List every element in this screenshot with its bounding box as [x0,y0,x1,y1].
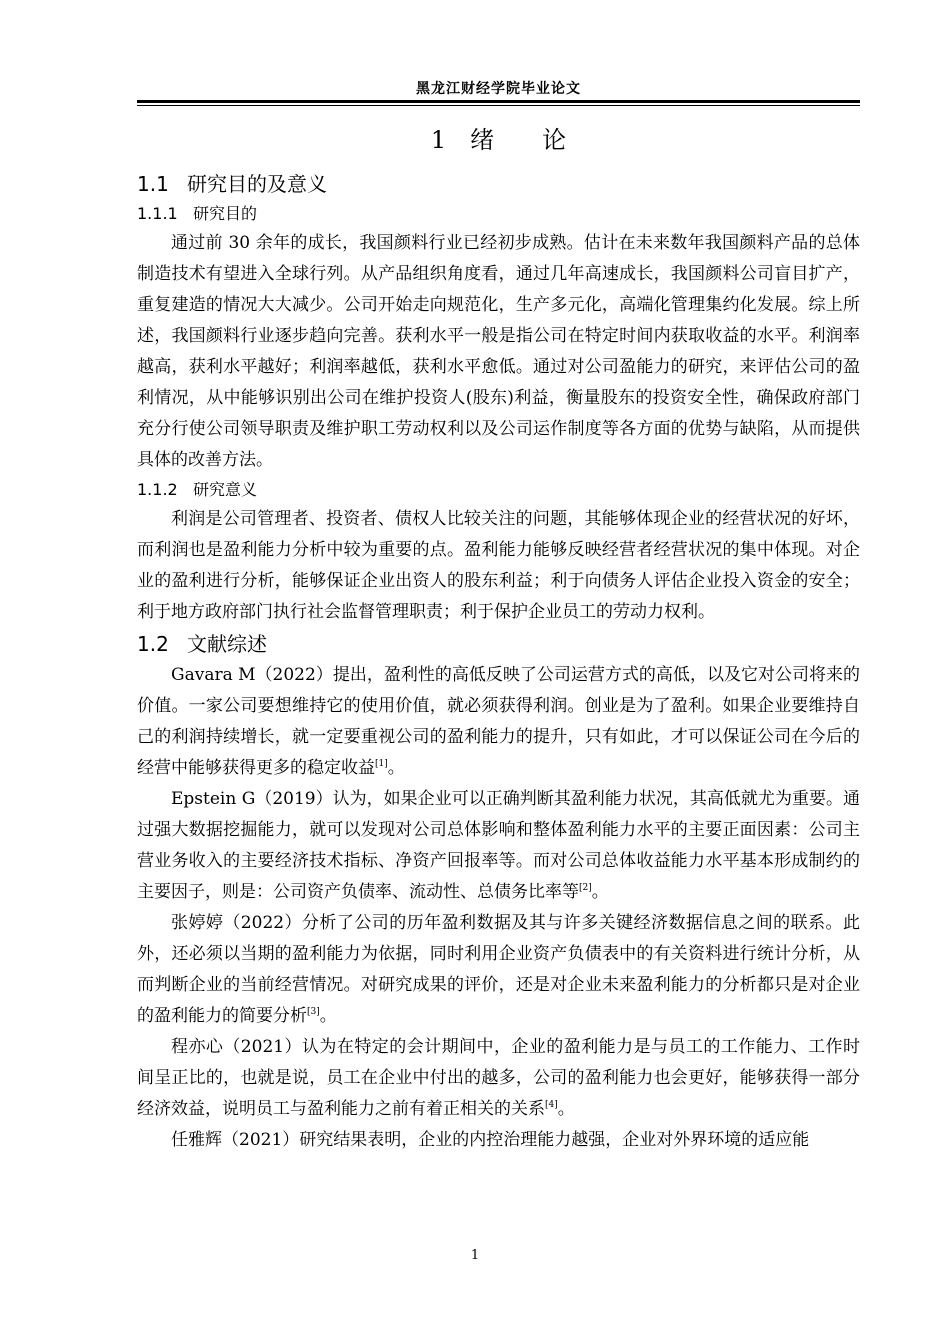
paragraph-literature-1 [137,660,860,784]
paragraph-research-significance: 利润是公司管理者、投资者、债权人比较关注的问题，其能够体现企业的经营状况的好坏，而利润也是盈利能力分析中较为重要的点。盈利能力能够反映经营者经营状况的集中体现。对企业的盈利进行分析，能够保证企业出资人的股东利益；利于向债务人评估企业投入资金的安全；利于地方政府部门执行社会监督管理职责；利于保护企业员工的劳动力权利。 [137,509,860,622]
chapter-number: 1 [430,126,447,154]
section-number: 1.1 [137,172,169,196]
chapter-title [137,120,860,160]
citation-marker: [3] [307,1007,320,1017]
subsection-title: 研究意义 [193,480,258,499]
paragraph-literature-2 [137,784,860,908]
paragraph-end: 。 [387,758,405,778]
citation-marker: [4] [545,1100,558,1110]
header-rule-thick [137,100,860,103]
subsection-number: 1.1.1 [137,204,178,223]
paragraph-end: 。 [557,1099,575,1119]
chapter-title-char-1: 绪 [470,126,495,154]
paragraph-text: 张婷婷（2022）分析了公司的历年盈利数据及其与许多关键经济数据信息之间的联系。此外，还必须以当期的盈利能力为依据，同时利用企业资产负债表中的有关资料进行统计分析，从而判断企业的当前经营情况。对研究成果的评价，还是对企业未来盈利能力的分析都只是对企业的盈利能力的简要分析 [137,913,860,1026]
page-content [137,120,860,1156]
section-heading-1-1 [137,168,860,200]
subsection-heading-1-1-2 [137,476,860,504]
chapter-title-char-2: 论 [542,126,567,154]
page-number: 1 [470,1248,480,1263]
section-title: 研究目的及意义 [187,172,327,196]
paragraph-research-purpose: 通过前 30 余年的成长，我国颜料行业已经初步成熟。估计在未来数年我国颜料产品的总体制造技术有望进入全球行列。从产品组织角度看，通过几年高速成长，我国颜料公司盲目扩产，重复建造的情况大大减少。公司开始走向规范化，生产多元化，高端化管理集约化发展。综上所述，我国颜料行业逐步趋向完善。获利水平一般是指公司在特定时间内获取收益的水平。利润率越高，获利水平越好；利润率越低，获利水平愈低。通过对公司盈能力的研究，来评估公司的盈利情况，从中能够识别出公司在维护投资人(股东)利益，衡量股东的投资安全性，确保政府部门充分行使公司领导职责及维护职工劳动权利以及公司运作制度等各方面的优势与缺陷，从而提供具体的改善方法。 [137,233,860,470]
section-title: 文献综述 [187,632,267,656]
paragraph-end: 。 [319,1006,337,1026]
subsection-heading-1-1-1 [137,200,860,228]
paragraph-text: Gavara M（2022）提出，盈利性的高低反映了公司运营方式的高低，以及它对公司将来的价值。一家公司要想维持它的使用价值，就必须获得利润。创业是为了盈利。如果企业要维持自己的利润持续增长，就一定要重视公司的盈利能力的提升，只有如此，才可以保证公司在今后的经营中能够获得更多的稳定收益 [137,665,860,778]
citation-marker: [1] [375,759,388,769]
section-heading-1-2 [137,628,860,660]
subsection-title: 研究目的 [193,204,258,223]
paragraph-text: Epstein G（2019）认为，如果企业可以正确判断其盈利能力状况，其高低就尤为重要。通过强大数据挖掘能力，就可以发现对公司总体影响和整体盈利能力水平的主要正面因素：公司主营业务收入的主要经济技术指标、净资产回报率等。而对公司总体收益能力水平基本形成制约的主要因子，则是：公司资产负债率、流动性、总债务比率等 [137,789,860,902]
running-header: 黑龙江财经学院毕业论文 [416,81,581,97]
paragraph-text: 程亦心（2021）认为在特定的会计期间中，企业的盈利能力是与员工的工作能力、工作时间呈正比的，也就是说，员工在企业中付出的越多，公司的盈利能力也会更好，能够获得一部分经济效益，说明员工与盈利能力之前有着正相关的关系 [137,1037,860,1119]
section-number: 1.2 [137,632,169,656]
paragraph-end: 。 [591,882,609,902]
subsection-number: 1.1.2 [137,480,178,499]
paragraph-literature-4 [137,1032,860,1125]
paragraph-literature-5: 任雅辉（2021）研究结果表明，企业的内控治理能力越强，企业对外界环境的适应能 [171,1130,810,1150]
header-rule-thin [137,105,860,106]
paragraph-literature-3 [137,908,860,1032]
citation-marker: [2] [579,883,592,893]
